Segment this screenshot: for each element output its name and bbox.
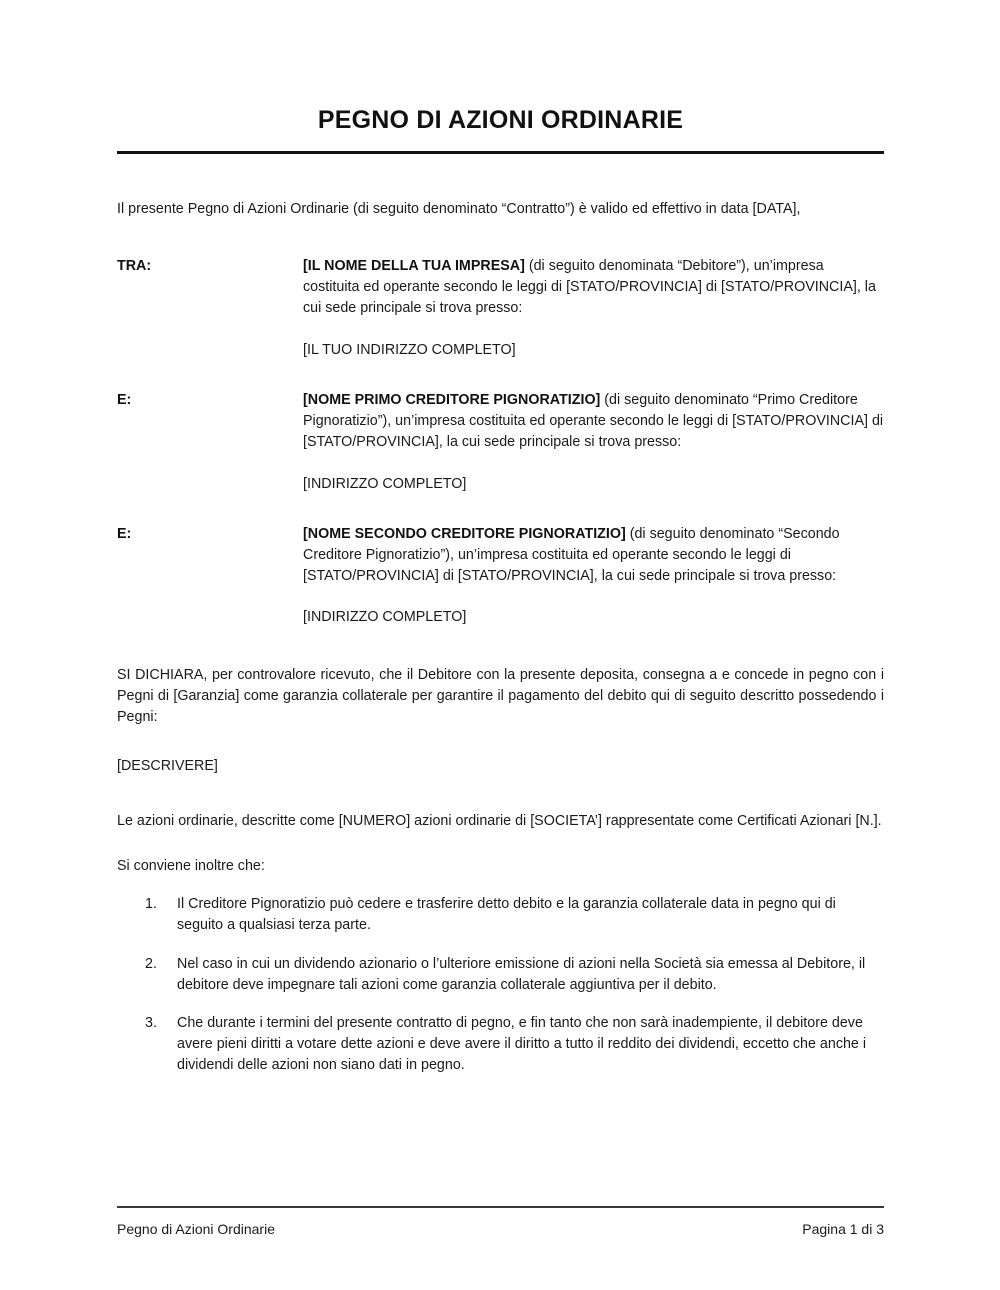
party-label-e-second: E: xyxy=(117,526,132,543)
party-detail-second-pledgee: (di seguito denominato “Secondo Creditore Pignoratizio”), un’impresa costituita ed operante secondo le leggi di [STATO/PROVINCIA] di [STATO/PROVINCIA], la cui sede principale si trova presso: xyxy=(303,526,840,584)
page-footer xyxy=(117,1206,884,1239)
party-address-second-pledgee: [INDIRIZZO COMPLETO] xyxy=(303,609,467,626)
document-content xyxy=(117,0,884,1075)
party-address-first-pledgee: [INDIRIZZO COMPLETO] xyxy=(303,475,467,492)
party-name-first-pledgee: [NOME PRIMO CREDITORE PIGNORATIZIO] xyxy=(303,392,601,409)
clause-number: 2. xyxy=(145,955,157,972)
list-item xyxy=(117,954,884,995)
party-block-second-pledgee xyxy=(117,524,884,628)
page-title: PEGNO DI AZIONI ORDINARIE xyxy=(317,106,684,134)
clause-text: Il Creditore Pignoratizio può cedere e trasferire detto debito e la garanzia collaterale data in pegno qui di seguito a qualsiasi terza parte. xyxy=(177,896,836,934)
party-description-debtor xyxy=(303,256,884,318)
clause-number: 1. xyxy=(145,896,157,913)
party-description-second-pledgee xyxy=(303,524,884,586)
clause-list xyxy=(117,894,884,1075)
party-body-first-pledgee xyxy=(303,390,884,494)
agreement-intro: Si conviene inoltre che: xyxy=(117,857,265,874)
intro-paragraph: Il presente Pegno di Azioni Ordinarie (di seguito denominato “Contratto”) è valido ed effettivo in data [DATA], xyxy=(117,200,801,217)
footer-row xyxy=(117,1220,884,1240)
party-address-debtor: [IL TUO INDIRIZZO COMPLETO] xyxy=(303,341,516,358)
declaration-paragraph: SI DICHIARA, per controvalore ricevuto, che il Debitore con la presente deposita, consegna a e concede in pegno con i Pegni di [Garanzia] come garanzia collaterale per garantire il pagamento del debito qui di seguito descritto possedendo i Pegni: xyxy=(117,667,884,725)
title-divider xyxy=(117,151,884,154)
party-body-second-pledgee xyxy=(303,524,884,628)
party-body-debtor xyxy=(303,256,884,360)
clause-text: Nel caso in cui un dividendo azionario o l’ulteriore emissione di azioni nella Società sia emessa al Debitore, il debitore deve impegnare tali azioni come garanzia collaterale aggiuntiva per il debito. xyxy=(177,955,866,993)
party-name-second-pledgee: [NOME SECONDO CREDITORE PIGNORATIZIO] xyxy=(303,526,626,543)
party-name-debtor: [IL NOME DELLA TUA IMPRESA] xyxy=(303,258,525,275)
list-item xyxy=(117,894,884,935)
party-detail-first-pledgee: (di seguito denominato “Primo Creditore Pignoratizio”), un’impresa costituita ed operante secondo le leggi di [STATO/PROVINCIA] di [STATO/PROVINCIA], la cui sede principale si trova presso: xyxy=(303,392,884,450)
party-label-tra: TRA: xyxy=(117,258,152,275)
party-detail-debtor: (di seguito denominata “Debitore”), un’impresa costituita ed operante secondo le leggi di [STATO/PROVINCIA] di [STATO/PROVINCIA], la cui sede principale si trova presso: xyxy=(303,258,876,316)
shares-description-paragraph: Le azioni ordinarie, descritte come [NUMERO] azioni ordinarie di [SOCIETA’] rappresentate come Certificati Azionari [N.]. xyxy=(117,812,882,829)
party-description-first-pledgee xyxy=(303,390,884,452)
footer-page-number: Pagina 1 di 3 xyxy=(802,1220,884,1237)
clause-text: Che durante i termini del presente contratto di pegno, e fin tanto che non sarà inadempiente, il debitore deve avere pieni diritti a votare dette azioni e deve avere il diritto a tutto il reddito dei dividendi, eccetto che anche i dividendi delle azioni non siano dati in pegno. xyxy=(177,1015,867,1073)
party-block-first-pledgee xyxy=(117,390,884,494)
party-block-debtor xyxy=(117,256,884,360)
footer-document-name: Pegno di Azioni Ordinarie xyxy=(117,1220,275,1237)
clause-number: 3. xyxy=(145,1015,157,1032)
describe-placeholder: [DESCRIVERE] xyxy=(117,758,218,775)
list-item xyxy=(117,1013,884,1075)
party-label-e-first: E: xyxy=(117,392,132,409)
footer-divider xyxy=(117,1206,884,1208)
